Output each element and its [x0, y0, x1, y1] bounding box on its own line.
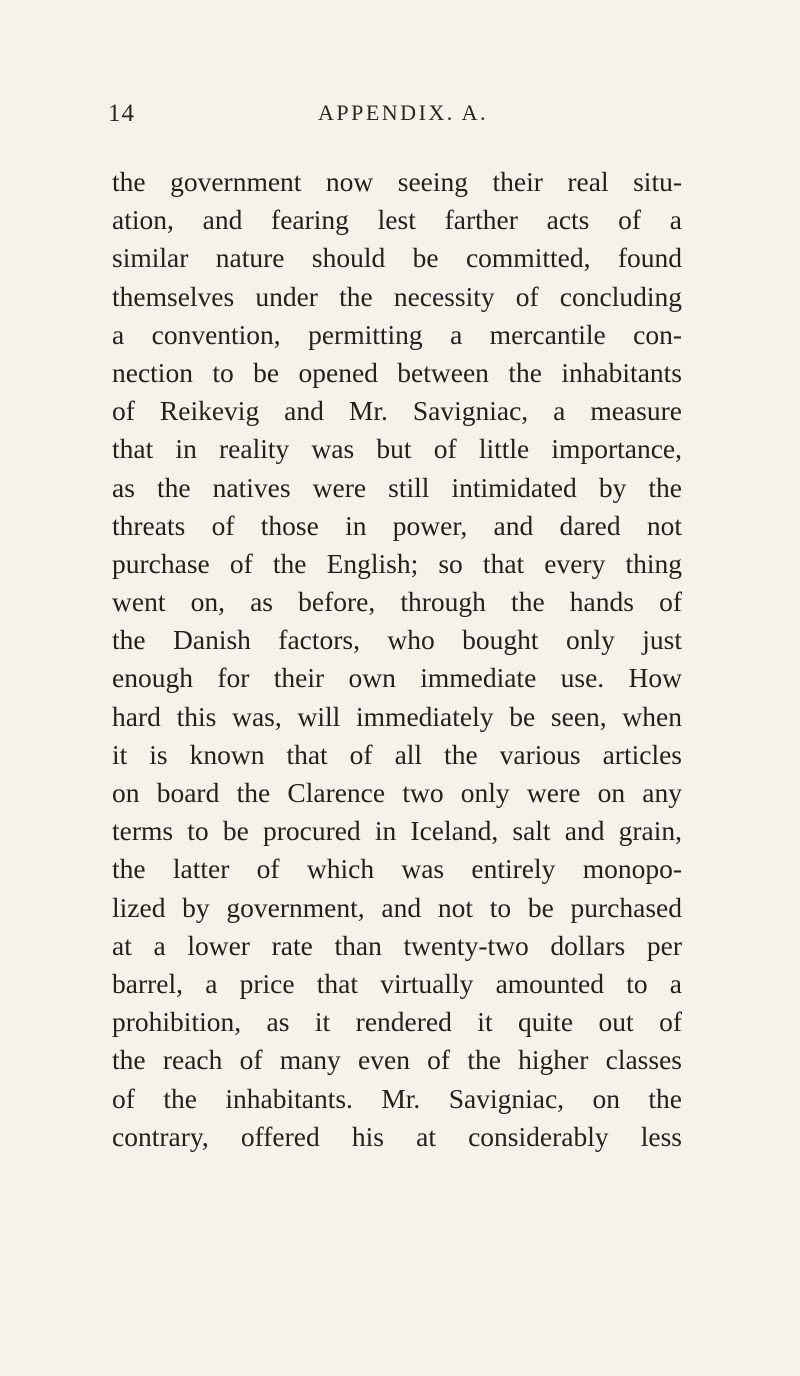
text-line: threats of those in power, and dared not: [112, 509, 682, 541]
text-line: similar nature should be committed, found: [112, 242, 682, 274]
text-line: as the natives were still intimidated by the: [112, 471, 682, 503]
text-line: ation, and fearing lest farther acts of a: [112, 204, 682, 236]
text-line: themselves under the necessity of concluding: [112, 280, 682, 312]
text-line: the Danish factors, who bought only just: [112, 624, 682, 656]
body-text: [112, 163, 682, 1156]
text-line: of the inhabitants. Mr. Savigniac, on the: [112, 1082, 682, 1114]
text-line: the latter of which was entirely monopo-: [112, 853, 682, 885]
text-line: purchase of the English; so that every thing: [112, 547, 682, 579]
text-line: hard this was, will immediately be seen, when: [112, 700, 682, 732]
text-line: prohibition, as it rendered it quite out of: [112, 1006, 682, 1038]
text-line: went on, as before, through the hands of: [112, 586, 682, 618]
text-line: a convention, permitting a mercantile con-: [112, 318, 682, 350]
text-line: terms to be procured in Iceland, salt and grain,: [112, 815, 682, 847]
text-line: enough for their own immediate use. How: [112, 662, 682, 694]
text-line: of Reikevig and Mr. Savigniac, a measure: [112, 395, 682, 427]
text-line: nection to be opened between the inhabitants: [112, 356, 682, 388]
text-line: barrel, a price that virtually amounted to a: [112, 967, 682, 999]
text-line: the reach of many even of the higher classes: [112, 1044, 682, 1076]
text-line: that in reality was but of little importance,: [112, 433, 682, 465]
text-line: lized by government, and not to be purchased: [112, 891, 682, 923]
text-line: contrary, offered his at considerably less: [112, 1120, 682, 1152]
text-line: at a lower rate than twenty-two dollars per: [112, 929, 682, 961]
running-title: APPENDIX. A.: [318, 100, 488, 125]
text-line: the government now seeing their real situ-: [112, 166, 682, 197]
text-line: on board the Clarence two only were on any: [112, 777, 682, 808]
text-line: it is known that of all the various articles: [112, 738, 682, 770]
running-head: [108, 100, 708, 140]
page-number: 14: [108, 100, 135, 127]
